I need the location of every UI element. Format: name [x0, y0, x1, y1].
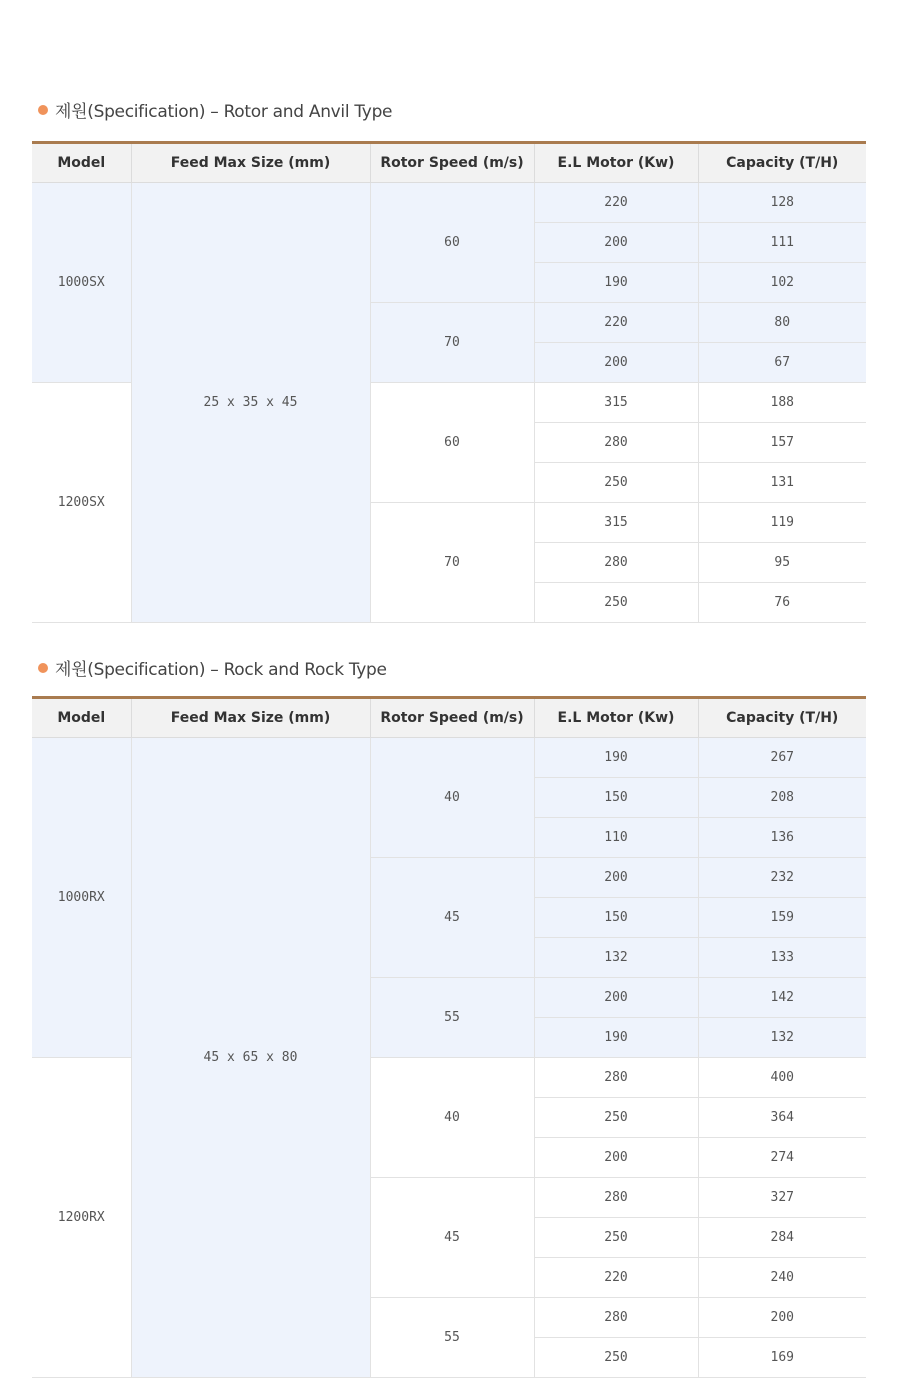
el-motor-cell: 250 — [534, 1338, 698, 1378]
el-motor-cell: 200 — [534, 858, 698, 898]
model-cell: 1200RX — [32, 1058, 131, 1378]
spec-table-rock-rock — [32, 696, 866, 1378]
table-header — [32, 143, 866, 183]
section-title-rotor-anvil — [38, 97, 392, 122]
header-feed-max-size: Feed Max Size (mm) — [131, 698, 370, 738]
rotor-speed-cell: 60 — [370, 183, 534, 303]
capacity-cell: 240 — [698, 1258, 866, 1298]
capacity-cell: 95 — [698, 543, 866, 583]
capacity-cell: 132 — [698, 1018, 866, 1058]
rotor-speed-cell: 60 — [370, 383, 534, 503]
table-body — [32, 183, 866, 623]
capacity-cell: 284 — [698, 1218, 866, 1258]
rotor-speed-cell: 70 — [370, 503, 534, 623]
header-feed-max-size: Feed Max Size (mm) — [131, 143, 370, 183]
rotor-speed-cell: 40 — [370, 1058, 534, 1178]
header-capacity: Capacity (T/H) — [698, 143, 866, 183]
capacity-cell: 111 — [698, 223, 866, 263]
el-motor-cell: 200 — [534, 1138, 698, 1178]
header-el-motor: E.L Motor (Kw) — [534, 143, 698, 183]
el-motor-cell: 150 — [534, 778, 698, 818]
el-motor-cell: 132 — [534, 938, 698, 978]
feed-size-cell: 25 x 35 x 45 — [131, 183, 370, 623]
spec-table-rotor-anvil — [32, 141, 866, 623]
el-motor-cell: 280 — [534, 423, 698, 463]
header-capacity: Capacity (T/H) — [698, 698, 866, 738]
capacity-cell: 80 — [698, 303, 866, 343]
rotor-speed-cell: 70 — [370, 303, 534, 383]
rotor-speed-cell: 55 — [370, 1298, 534, 1378]
capacity-cell: 188 — [698, 383, 866, 423]
el-motor-cell: 190 — [534, 1018, 698, 1058]
section-title-text: 제원(Specification) – Rotor and Anvil Type — [55, 102, 393, 122]
capacity-cell: 274 — [698, 1138, 866, 1178]
table-row — [32, 738, 866, 778]
el-motor-cell: 190 — [534, 738, 698, 778]
el-motor-cell: 220 — [534, 303, 698, 343]
table-body — [32, 738, 866, 1378]
capacity-cell: 133 — [698, 938, 866, 978]
header-rotor-speed: Rotor Speed (m/s) — [370, 143, 534, 183]
model-cell: 1000RX — [32, 738, 131, 1058]
table-row — [32, 183, 866, 223]
capacity-cell: 169 — [698, 1338, 866, 1378]
rotor-speed-cell: 45 — [370, 1178, 534, 1298]
model-cell: 1000SX — [32, 183, 131, 383]
el-motor-cell: 200 — [534, 978, 698, 1018]
capacity-cell: 142 — [698, 978, 866, 1018]
capacity-cell: 102 — [698, 263, 866, 303]
capacity-cell: 208 — [698, 778, 866, 818]
header-model: Model — [32, 143, 131, 183]
capacity-cell: 200 — [698, 1298, 866, 1338]
capacity-cell: 76 — [698, 583, 866, 623]
el-motor-cell: 110 — [534, 818, 698, 858]
el-motor-cell: 250 — [534, 1218, 698, 1258]
rotor-speed-cell: 45 — [370, 858, 534, 978]
header-el-motor: E.L Motor (Kw) — [534, 698, 698, 738]
el-motor-cell: 200 — [534, 343, 698, 383]
header-rotor-speed: Rotor Speed (m/s) — [370, 698, 534, 738]
el-motor-cell: 190 — [534, 263, 698, 303]
bullet-dot-icon — [38, 663, 48, 673]
capacity-cell: 327 — [698, 1178, 866, 1218]
el-motor-cell: 315 — [534, 503, 698, 543]
capacity-cell: 159 — [698, 898, 866, 938]
rotor-speed-cell: 55 — [370, 978, 534, 1058]
el-motor-cell: 200 — [534, 223, 698, 263]
el-motor-cell: 280 — [534, 1298, 698, 1338]
capacity-cell: 67 — [698, 343, 866, 383]
el-motor-cell: 250 — [534, 463, 698, 503]
bullet-dot-icon — [38, 105, 48, 115]
table-header — [32, 698, 866, 738]
el-motor-cell: 220 — [534, 183, 698, 223]
el-motor-cell: 220 — [534, 1258, 698, 1298]
section-title-text: 제원(Specification) – Rock and Rock Type — [55, 660, 387, 680]
feed-size-cell: 45 x 65 x 80 — [131, 738, 370, 1378]
el-motor-cell: 250 — [534, 583, 698, 623]
section-title-rock-rock — [38, 655, 387, 680]
capacity-cell: 119 — [698, 503, 866, 543]
capacity-cell: 267 — [698, 738, 866, 778]
capacity-cell: 131 — [698, 463, 866, 503]
el-motor-cell: 280 — [534, 1178, 698, 1218]
capacity-cell: 136 — [698, 818, 866, 858]
el-motor-cell: 150 — [534, 898, 698, 938]
header-model: Model — [32, 698, 131, 738]
capacity-cell: 128 — [698, 183, 866, 223]
el-motor-cell: 280 — [534, 543, 698, 583]
capacity-cell: 364 — [698, 1098, 866, 1138]
model-cell: 1200SX — [32, 383, 131, 623]
capacity-cell: 400 — [698, 1058, 866, 1098]
el-motor-cell: 315 — [534, 383, 698, 423]
rotor-speed-cell: 40 — [370, 738, 534, 858]
el-motor-cell: 280 — [534, 1058, 698, 1098]
capacity-cell: 157 — [698, 423, 866, 463]
el-motor-cell: 250 — [534, 1098, 698, 1138]
capacity-cell: 232 — [698, 858, 866, 898]
